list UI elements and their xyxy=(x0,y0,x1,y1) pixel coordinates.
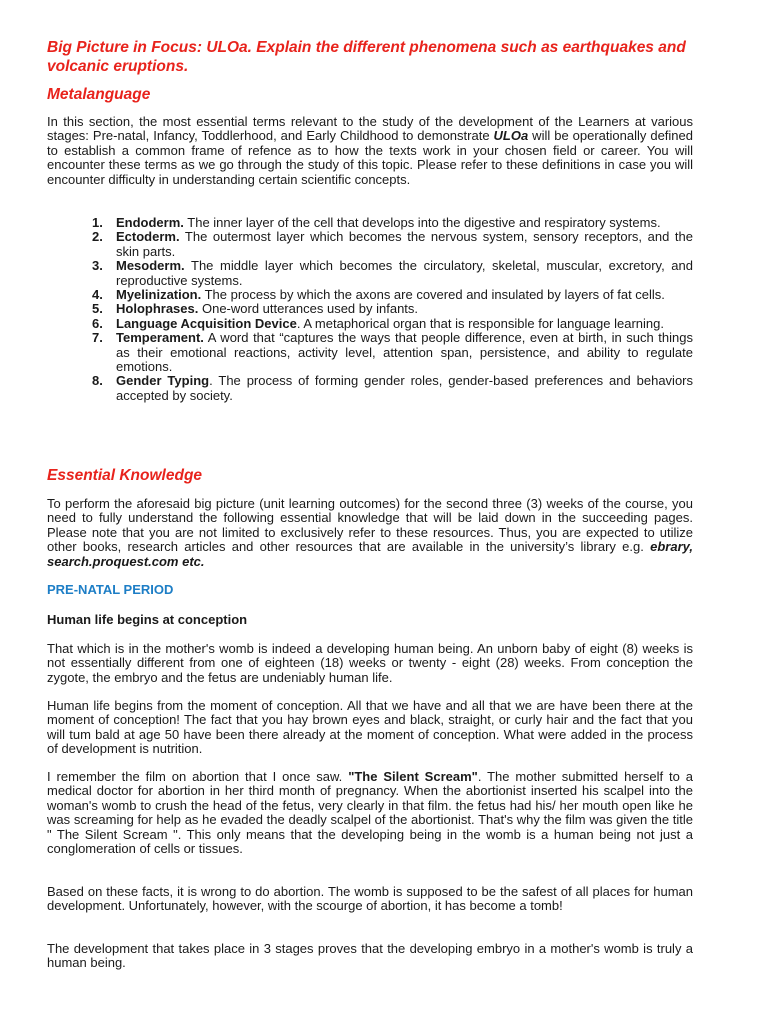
term-definition: The outermost layer which becomes the nervous system, sensory receptors, and the skin parts. xyxy=(116,229,693,259)
silent-scream-title: "The Silent Scream" xyxy=(348,769,478,784)
prenatal-paragraph-3 xyxy=(47,770,693,856)
intro-text-after: will be operationally defined to establish a common frame of refence as to how the texts work in your chosen field or career. You will encounter these terms as we go through the study of this topic. Please refer to these definitions in case you will encounter difficulty in understanding certain scientific concepts. xyxy=(47,128,693,187)
term-name: Mesoderm. xyxy=(116,258,185,274)
prenatal-subtitle: Human life begins at conception xyxy=(47,612,248,627)
term-name: Endoderm. xyxy=(116,215,184,230)
prenatal-period-title: PRE-NATAL PERIOD xyxy=(47,582,174,597)
metalanguage-title: Metalanguage xyxy=(47,86,151,103)
term-definition: One-word utterances used by infants. xyxy=(198,301,419,317)
term-number: 8. xyxy=(92,373,103,389)
term-name: Gender Typing xyxy=(116,373,210,389)
prenatal-paragraph-5: The development that takes place in 3 stages proves that the developing embryo in a mother's womb is truly a human being. xyxy=(47,941,693,971)
term-definition: The process by which the axons are covered and insulated by layers of fat cells. xyxy=(201,287,665,303)
term-item-endoderm xyxy=(92,216,693,230)
term-number: 5. xyxy=(92,301,103,317)
p3-text-after: . The mother submitted herself to a medical doctor for abortion in her third month of pregnancy. When the abortionist inserted his scalpel into the woman's womb to crush the head of the fetus, very clearly in that film. the fetus had his/ her mouth open like he was screaming for help as he evaded the deadly scalpel of the abortionist. That's why the film was given the title " The Silent Scream ". This only means that the developing being in the womb is a human being not just a conglomeration of cells or tissues. xyxy=(47,769,693,857)
big-picture-heading: Big Picture in Focus: ULOa. Explain the different phenomena such as earthquakes and volcanic eruptions. xyxy=(47,39,686,75)
term-number: 4. xyxy=(92,287,103,303)
essential-knowledge-paragraph xyxy=(47,497,693,569)
term-name: Ectoderm. xyxy=(116,229,180,245)
term-item-myelinization xyxy=(92,288,693,302)
term-item-gender-typing xyxy=(92,374,693,403)
intro-text-before: In this section, the most essential terms relevant to the study of the development of the Learners at various stages: Pre-natal, Infancy, Toddlerhood, and Early Childhood to demonstrate xyxy=(47,114,693,144)
essential-resources-emphasis: ebrary, search.proquest.com etc. xyxy=(47,539,693,569)
term-name: Temperament. xyxy=(116,330,204,346)
metalanguage-intro xyxy=(47,115,693,187)
term-number: 2. xyxy=(92,229,103,245)
prenatal-paragraph-1: That which is in the mother's womb is indeed a developing human being. An unborn baby of eight (8) weeks is not essentially different from one of eighteen (18) weeks or twenty - eight (28) weeks. From conception the zygote, the embryo and the fetus are undeniably human life. xyxy=(47,641,693,685)
term-name: Holophrases. xyxy=(116,301,199,317)
essential-knowledge-title: Essential Knowledge xyxy=(47,467,203,484)
term-number: 7. xyxy=(92,330,103,346)
term-item-ectoderm xyxy=(92,230,693,259)
intro-ulo-emphasis: ULOa xyxy=(493,128,529,144)
prenatal-paragraph-2: Human life begins from the moment of conception. All that we have and all that we are have been there at the moment of conception! The fact that you hay brown eyes and black, straight, or curly hair and the fact that you will tum bald at age 50 have been there already at the moment of conception. What were added in the process of development is nutrition. xyxy=(47,698,693,757)
term-number: 6. xyxy=(92,315,103,331)
prenatal-paragraph-4: Based on these facts, it is wrong to do abortion. The womb is supposed to be the safest of all places for human development. Unfortunately, however, with the scourge of abortion, it has become a tomb! xyxy=(47,884,693,914)
p3-text-before: I remember the film on abortion that I once saw. xyxy=(47,769,349,784)
term-item-temperament xyxy=(92,331,693,374)
term-definition: . A metaphorical organ that is responsible for language learning. xyxy=(296,315,664,331)
term-definition: The inner layer of the cell that develops into the digestive and respiratory systems. xyxy=(183,215,661,230)
term-definition: A word that “captures the ways that people difference, even at birth, in such things as their emotional reactions, activity level, attention span, persistence, and ability to regulate emotions. xyxy=(116,330,693,375)
term-number: 1. xyxy=(92,215,103,230)
term-item-lad xyxy=(92,317,693,331)
term-definition: The middle layer which becomes the circulatory, skeletal, muscular, excretory, and reproductive systems. xyxy=(116,258,693,288)
term-number: 3. xyxy=(92,258,103,274)
term-item-holophrases xyxy=(92,302,693,316)
term-name: Language Acquisition Device xyxy=(116,315,297,331)
term-definition: . The process of forming gender roles, gender-based preferences and behaviors accepted by society. xyxy=(116,373,693,403)
essential-text-before: To perform the aforesaid big picture (unit learning outcomes) for the second three (3) weeks of the course, you need to fully understand the following essential knowledge that will be laid down in the succeeding pages. Please note that you are not limited to exclusively refer to these resources. Thus, you are expected to utilize other books, research articles and other resources that are available in the university’s library e.g. xyxy=(47,496,693,555)
term-item-mesoderm xyxy=(92,259,693,288)
terms-list xyxy=(92,216,693,403)
term-name: Myelinization. xyxy=(116,287,202,303)
